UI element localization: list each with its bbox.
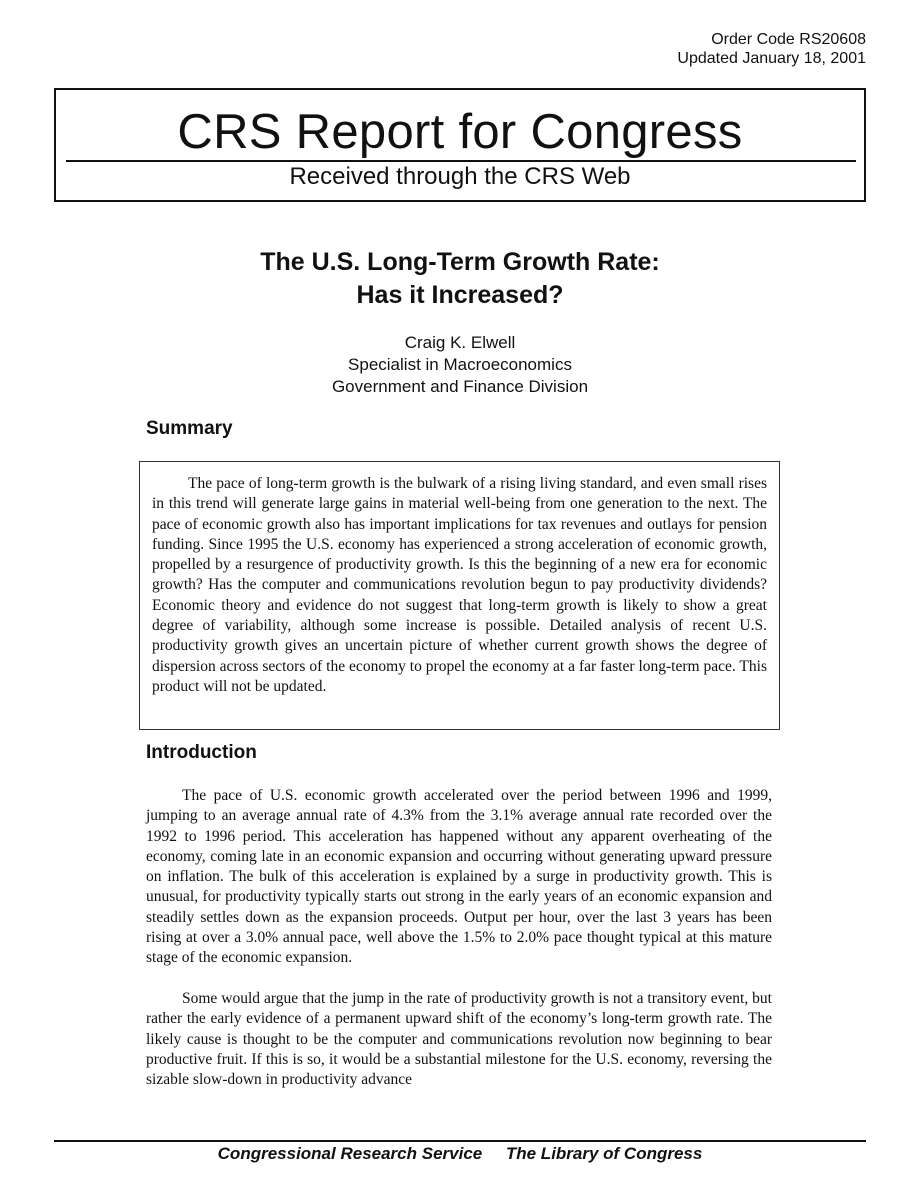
updated-date: Updated January 18, 2001: [677, 50, 866, 67]
masthead: [54, 88, 866, 202]
introduction-paragraph-1: The pace of U.S. economic growth accelerated over the period between 1996 and 1999, jumping to an average annual rate of 4.3% from the 3.1% average annual rate recorded over the 1992 to 1996 period. This acceleration has happened without any apparent overheating of the economy, coming late in an economic expansion and occurring without generating upward pressure on inflation. The bulk of this acceleration is explained by a surge in productivity growth. This is unusual, for productivity typically starts out strong in the early years of an economic expansion and steadily settles down as the expansion proceeds. Output per hour, over the last 3 years has been rising at over a 3.0% annual pace, well above the 1.5% to 2.0% pace thought typical at this mature stage of the economic expansion.: [146, 787, 772, 967]
masthead-title: CRS Report for Congress: [177, 105, 743, 159]
author-block: [0, 332, 920, 398]
footer-gap: [482, 1144, 506, 1163]
introduction-heading: Introduction: [146, 742, 257, 763]
document-title-line-1: The U.S. Long-Term Growth Rate:: [260, 248, 660, 276]
order-code: Order Code RS20608: [711, 31, 866, 48]
footer-left: Congressional Research Service: [217, 1144, 483, 1163]
introduction-body: [146, 786, 772, 1111]
author-title: Specialist in Macroeconomics: [348, 355, 572, 374]
author-name: Craig K. Elwell: [404, 333, 516, 352]
introduction-paragraph-2: Some would argue that the jump in the rate of productivity growth is not a transitory event, but rather the early evidence of a permanent upward shift of the economy’s long-term growth rate. The likely cause is thought to be the computer and communications revolution now beginning to bear productive fruit. If this is so, it would be a substantial milestone for the U.S. economy, reversing the sizable slow-down in productivity advance: [146, 989, 772, 1089]
author-division: Government and Finance Division: [331, 377, 589, 396]
document-title-line-2: Has it Increased?: [356, 281, 564, 309]
order-info: [677, 30, 866, 68]
masthead-subtitle: Received through the CRS Web: [289, 163, 631, 190]
document-title: [0, 246, 920, 312]
footer-right: The Library of Congress: [505, 1144, 703, 1163]
summary-box: [139, 461, 780, 730]
summary-heading: Summary: [146, 418, 233, 439]
footer: [0, 1142, 920, 1166]
summary-text: The pace of long-term growth is the bulwark of a rising living standard, and even small rises in this trend will generate large gains in material well-being from one generation to the next. The pace of economic growth also has important implications for tax revenues and outlays for pension funding. Since 1995 the U.S. economy has experienced a strong acceleration of economic growth, propelled by a resurgence of productivity growth. Is this the beginning of a new era for economic growth? Has the computer and communications revolution begun to pay productivity dividends? Economic theory and evidence do not suggest that long-term growth is likely to show a great degree of variability, although some increase is possible. Detailed analysis of recent U.S. productivity growth gives an uncertain picture of whether current growth shows the degree of dispersion across sectors of the economy to propel the economy at a far faster long-term pace. This product will not be updated.: [152, 475, 767, 695]
